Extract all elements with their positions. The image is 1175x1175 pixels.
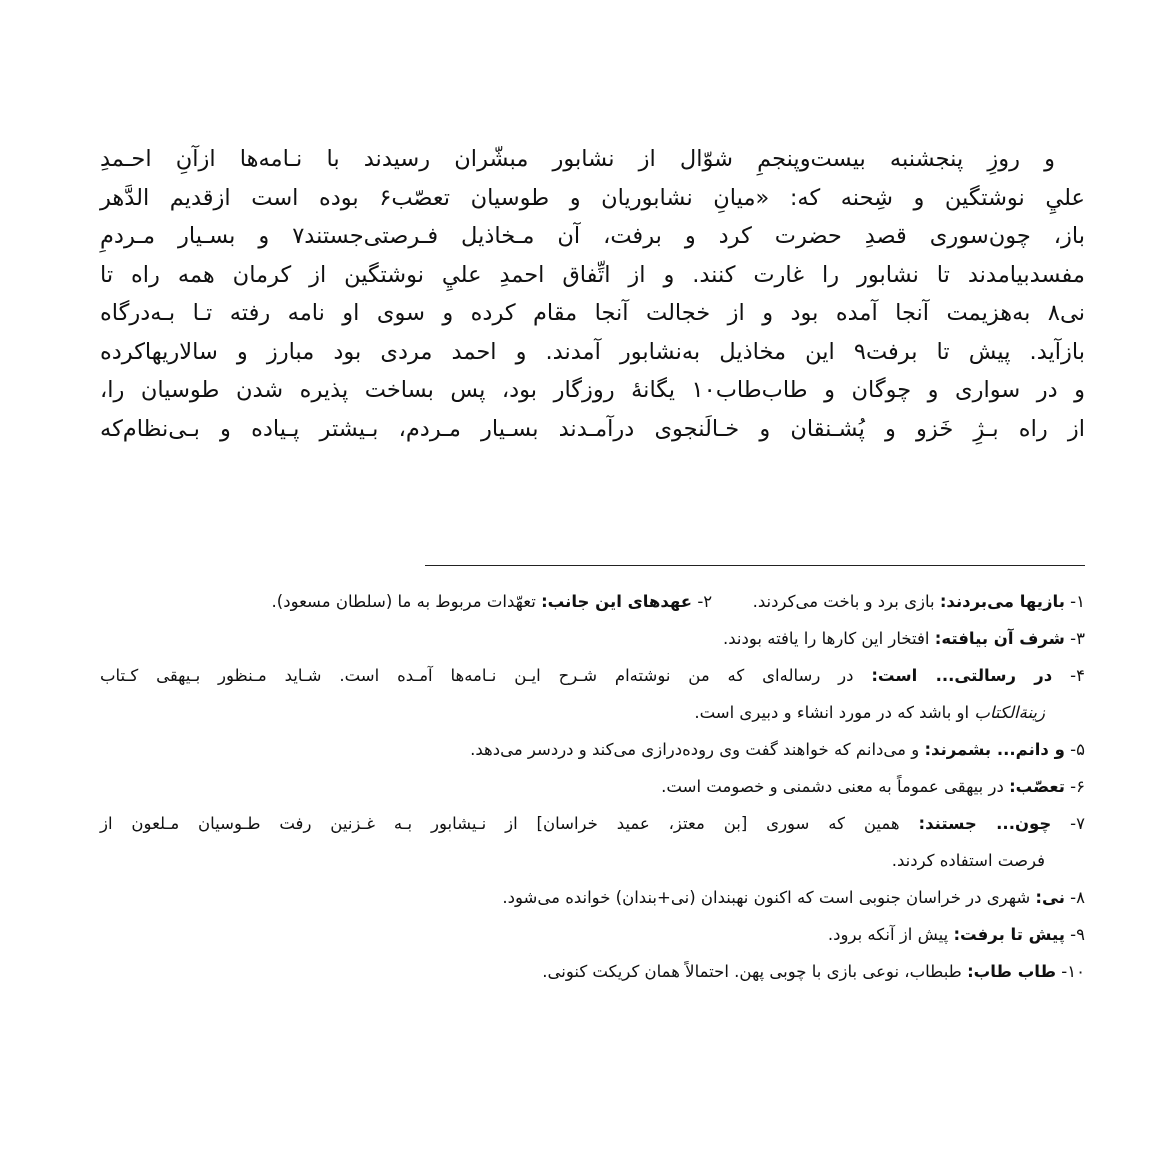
text-line: بازآید. پیش تا برفت۹ این مخاذیل به‌نشابور آمدند. و احمد مردی بود مبارز و سالاریهاکرده bbox=[100, 338, 1086, 365]
footnote-text: طبطاب، نوعی بازی با چوبی پهن. احتمالاً همان کریکت کنونی. bbox=[542, 962, 968, 981]
footnote-continuation: فرصت استفاده کردند. bbox=[891, 851, 1045, 870]
footnote-continuation bbox=[100, 694, 1085, 731]
footnote-9 bbox=[100, 916, 1085, 953]
footnote-4 bbox=[100, 657, 1085, 731]
footnote-head: عهدهای این جانب: bbox=[541, 592, 693, 611]
footnote-divider bbox=[425, 565, 1085, 566]
footnote-text: در رساله‌ای که من نوشته‌ام شـرح ایـن نـامه‌ها آمـده است. شـاید مـنظور بـیهقی کـتاب bbox=[100, 666, 872, 685]
footnote-5 bbox=[100, 731, 1085, 768]
footnote-number: ۹- bbox=[1070, 925, 1085, 944]
footnote-text: افتخار این کارها را یافته بودند. bbox=[723, 629, 935, 648]
footnote-text: پیش از آنکه برود. bbox=[827, 925, 954, 944]
footnote-head: نی: bbox=[1035, 888, 1065, 907]
footnote-head: شرف آن بیافته: bbox=[934, 629, 1065, 648]
footnote-head: بازیها می‌بردند: bbox=[939, 592, 1065, 611]
footnote-8 bbox=[100, 879, 1085, 916]
footnote-text: شهری در خراسان جنوبی است که اکنون نهبندان (نی+بندان) خوانده می‌شود. bbox=[502, 888, 1036, 907]
footnote-3 bbox=[100, 620, 1085, 657]
footnote-1-2 bbox=[100, 583, 1085, 620]
footnote-10 bbox=[100, 953, 1085, 990]
footnote-number: ۴- bbox=[1070, 666, 1085, 685]
text-line: باز، چون‌سوری قصدِ حضرت کرد و برفت، آن مـخاذیل فـرصتی‌جستند۷ و بسـیار مـردمِ bbox=[100, 223, 1085, 249]
footnote-text: او باشد که در مورد انشاء و دبیری است. bbox=[694, 703, 975, 722]
footnote-head: در رسالتی... است: bbox=[871, 666, 1053, 685]
text-line: مفسدبیامدند تا نشابور را غارت کنند. و از اتِّفاق احمدِ عليِ نوشتگین از کرمان همه راه تا bbox=[100, 261, 1085, 288]
footnote-6 bbox=[100, 768, 1085, 805]
footnote-head: پیش تا برفت: bbox=[953, 925, 1065, 944]
footnote-number: ۱- bbox=[1070, 592, 1085, 611]
footnote-text: در بیهقی عموماً به معنی دشمنی و خصومت است. bbox=[661, 777, 1010, 796]
footnote-head: چون... جستند: bbox=[918, 814, 1052, 833]
footnote-head: طاب طاب: bbox=[967, 962, 1057, 981]
text-line: و در سواری و چوگان و طاب‌طاب۱۰ یگانهٔ روزگار بود، پس بساخت پذیره شدن طوسیان را، bbox=[100, 377, 1085, 403]
text-line: نی۸ به‌هزیمت آنجا آمده بود و از خجالت آنجا مقام کرده و سوی او نامه رفته تـا بـه‌درگاه bbox=[100, 300, 1085, 326]
footnotes bbox=[100, 583, 1085, 990]
footnote-number: ۳- bbox=[1070, 629, 1085, 648]
footnote-head: و دانم... بشمرند: bbox=[924, 740, 1065, 759]
text-line: و روزِ پنجشنبه بیست‌وپنجمِ شوّال از نشابور مبشّران رسیدند با نـامه‌ها ازآنِ احـمدِ bbox=[100, 146, 1055, 172]
footnote-text: بازی برد و باخت می‌کردند. bbox=[752, 592, 940, 611]
footnote-number: ۷- bbox=[1070, 814, 1085, 833]
book-page bbox=[100, 140, 1086, 981]
footnote-text: همین که سوری [بن معتز، عمید خراسان] از نـیشابور بـه غـزنین رفت طـوسیان مـلعون از bbox=[100, 814, 919, 833]
footnote-number: ۲- bbox=[697, 592, 713, 611]
footnote-head: تعصّب: bbox=[1009, 777, 1065, 796]
footnote-number: ۸- bbox=[1070, 888, 1085, 907]
footnote-number: ۱۰- bbox=[1061, 962, 1085, 981]
text-line: از راه بـژِ خَزو و پُشـنقان و خـالَنجوی درآمـدند بسـیار مـردم، بـیشتر پـیاده و بـی‌نظام‌که bbox=[100, 415, 1085, 442]
book-title: زینة‌الکتاب bbox=[974, 703, 1045, 722]
footnote-7 bbox=[100, 805, 1085, 879]
footnote-number: ۵- bbox=[1070, 740, 1085, 759]
main-paragraph bbox=[100, 140, 1085, 448]
footnote-text: تعهّدات مربوط به ما (سلطان مسعود). bbox=[271, 592, 542, 611]
footnote-text: و می‌دانم که خواهند گفت وی روده‌درازی می‌کند و دردسر می‌دهد. bbox=[470, 740, 925, 759]
text-line: عليِ نوشتگین و شِحنه که: «میانِ نشابوریان و طوسیان تعصّب۶ بوده است ازقدیم الدَّهر bbox=[100, 184, 1085, 211]
footnote-number: ۶- bbox=[1070, 777, 1085, 796]
